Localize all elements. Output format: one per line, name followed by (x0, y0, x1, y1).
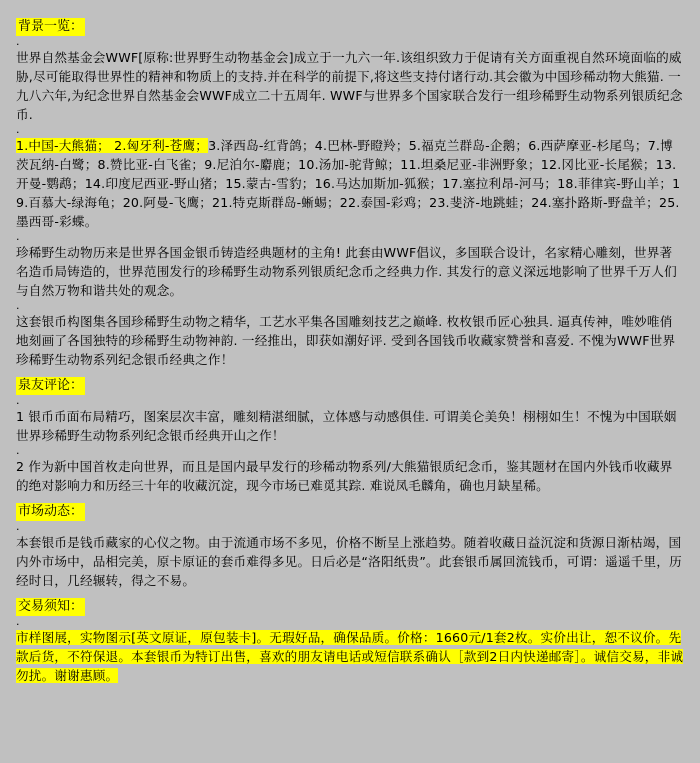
dot-separator: . (16, 123, 20, 136)
trade-paragraph (16, 628, 684, 685)
reviews-heading: 泉友评论： (18, 378, 84, 393)
background-paragraph-2: 珍稀野生动物历来是世界各国金银币铸造经典题材的主角! 此套由WWF倡议，多国联合设计，名家精心雕刻，世界著名造币局铸造的，世界范围发行的珍稀野生动物系列银质纪念币之经典力作. 其发行的意义深远地影响了世界千万人们与自然万物和谐共处的观念。 (16, 245, 677, 298)
dot-separator: . (16, 615, 20, 628)
dot-separator: . (16, 35, 20, 48)
background-paragraph-3: 这套银币构图集各国珍稀野生动物之精华，工艺水平集各国雕刻技艺之巅峰. 枚枚银币匠心独具. 逼真传神，唯妙唯俏地刻画了各国独特的珍稀野生动物神韵. 一经推出，即获如潮好评. 受到各国钱币收藏家赞誉和喜爱. 不愧为WWF世界珍稀野生动物系列纪念银币经典之作！ (16, 314, 676, 367)
trade-paragraph-text: 市样图展，实物图示[英文原证，原包装卡]。无瑕好品，确保品质。价格：1660元/1套2枚。实价出让，恕不议价。先款后货，不符保退。本套银币为特订出售，喜欢的朋友请电话或短信联系确认［款到2日内快递邮寄］。诚信交易，非诚勿扰。谢谢惠顾。 (16, 630, 684, 683)
dot-separator: . (16, 520, 20, 533)
dot-separator: . (16, 444, 20, 457)
background-intro: 世界自然基金会WWF[原称:世界野生动物基金会]成立于一九六一年.该组织致力于促请有关方面重视自然环境面临的威胁,尽可能取得世界性的精神和物质上的支持.并在科学的前提下,将这些支持付诸行动.其会徽为中国珍稀动物大熊猫. 一九八六年,为纪念世界自然基金会WWF成立二十五周年. WWF与世界多个国家联合发行一组珍稀野生动物系列银质纪念币. (16, 50, 683, 122)
trade-heading: 交易须知： (18, 599, 84, 614)
country-list (16, 136, 684, 231)
dot-separator: . (16, 230, 20, 243)
dot-separator: . (16, 299, 20, 312)
review-1: 1 银币币面布局精巧，图案层次丰富，雕刻精湛细腻，立体感与动感俱佳. 可谓美仑美奂！栩栩如生！不愧为中国联姻世界珍稀野生动物系列纪念银币经典开山之作！ (16, 409, 677, 443)
country-list-highlight: 1.中国-大熊猫； 2.匈牙利-苍鹰； (16, 138, 209, 153)
market-paragraph: 本套银币是钱币藏家的心仪之物。由于流通市场不多见，价格不断呈上涨趋势。随着收藏日益沉淀和货源日渐枯竭，国内外市场中，品相完美，原卡原证的套币难得多见。日后必是“洛阳纸贵”。此套银币属回流钱币，可谓：遥遥千里，历经时日，几经辗转，得之不易。 (16, 535, 682, 588)
review-2: 2 作为新中国首枚走向世界，而且是国内最早发行的珍稀动物系列/大熊猫银质纪念币，鉴其题材在国内外钱币收藏界的绝对影响力和历经三十年的收藏沉淀，现今市场已难觅其踪. 难说凤毛麟角，确也月缺星稀。 (16, 459, 673, 493)
dot-separator: . (16, 394, 20, 407)
background-heading: 背景一览： (18, 19, 84, 34)
market-heading: 市场动态： (18, 504, 84, 519)
country-list-rest: 3.泽西岛-红背鸽；4.巴林-野瞪羚；5.福克兰群岛-企鹅；6.西萨摩亚-杉尾鸟；7.博茨瓦纳-白鹭；8.赞比亚-白飞雀；9.尼泊尔-麝鹿；10.汤加-驼背鲸；11.坦桑尼亚-非洲野象；12.冈比亚-长尾猴；13.开曼-鹦鹉；14.印度尼西亚-野山猪；15.蒙古-雪豹；16.马达加斯加-狐猴；17.塞拉利昂-河马；18.菲律宾-野山羊；19.百慕大-绿海龟；20.阿曼-飞鹰；21.特克斯群岛-蜥蜴；22.泰国-彩鸡；23.斐济-地跳蛙；24.塞扑路斯-野盘羊；25.墨西哥-彩蝶。 (16, 138, 681, 229)
